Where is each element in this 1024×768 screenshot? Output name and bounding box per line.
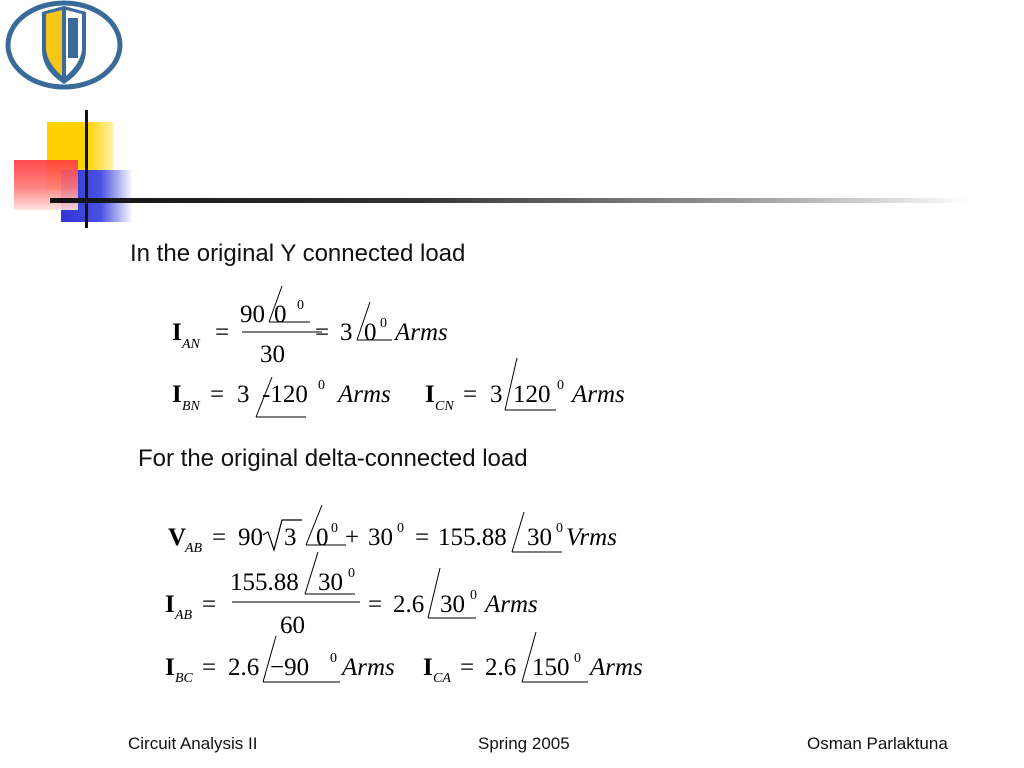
eq-ian [172, 286, 448, 368]
eq-ibn [172, 358, 625, 417]
equations-delta-connected [150, 490, 690, 700]
vab-res-angle: 30 [527, 524, 552, 551]
vab-subscript: AB [185, 541, 203, 556]
ian-num-magnitude: 90 [240, 301, 265, 328]
equations-y-connected [160, 282, 680, 422]
footer-left: Circuit Analysis II [128, 734, 258, 753]
heading-y-connected: In the original Y connected load [130, 240, 466, 267]
footer-center: Spring 2005 [478, 734, 570, 753]
plus-sign: + [345, 524, 360, 551]
vab-degree2: 0 [397, 521, 404, 536]
iab-res-degree: 0 [470, 588, 477, 603]
vab-degree1: 0 [331, 521, 338, 536]
iab-subscript: AB [175, 608, 193, 623]
iab-symbol: I [165, 591, 175, 618]
unit-arms: Arms [590, 654, 643, 681]
ibn-magnitude: 3 [237, 381, 250, 408]
vab-res-degree: 0 [556, 521, 563, 536]
eq-iab [165, 552, 538, 639]
vab-res-magnitude: 155.88 [438, 524, 507, 551]
unit-arms: Arms [572, 381, 625, 408]
equals-sign: = [415, 524, 430, 551]
unit-arms: Arms [395, 319, 448, 346]
ibn-subscript: BN [182, 399, 200, 414]
iab-res-magnitude: 2.6 [393, 591, 425, 618]
vab-angle1: 0 [316, 524, 329, 551]
ibc-symbol: I [165, 654, 175, 681]
vertical-line [85, 110, 88, 228]
ibc-angle: −90 [270, 654, 310, 681]
ian-symbol: I [172, 319, 182, 346]
ica-angle: 150 [532, 654, 570, 681]
eq-ibc-ica [165, 632, 643, 686]
vab-angle2: 30 [368, 524, 393, 551]
icn-subscript: CN [435, 399, 454, 414]
equals-sign: = [202, 654, 217, 681]
unit-arms: Arms [338, 381, 391, 408]
icn-degree: 0 [557, 378, 564, 393]
ian-num-degree: 0 [297, 298, 304, 313]
ibn-degree: 0 [318, 378, 325, 393]
vab-root: 3 [284, 524, 297, 551]
equals-sign: = [210, 381, 225, 408]
iab-num-magnitude: 155.88 [230, 569, 299, 596]
equals-sign: = [460, 654, 475, 681]
ibc-magnitude: 2.6 [228, 654, 260, 681]
unit-arms: Arms [342, 654, 395, 681]
iab-denominator: 60 [280, 612, 305, 639]
eq-vab [168, 505, 617, 556]
ica-degree: 0 [574, 651, 581, 666]
ian-res-degree: 0 [380, 316, 387, 331]
icn-angle: 120 [513, 381, 551, 408]
unit-arms: Arms [485, 591, 538, 618]
unit-vrms: Vrms [566, 524, 617, 551]
ica-magnitude: 2.6 [485, 654, 517, 681]
ian-res-angle: 0 [364, 319, 377, 346]
university-shield-logo [4, 0, 126, 92]
vab-coefficient: 90 [238, 524, 263, 551]
ian-num-angle: 0 [274, 301, 287, 328]
iab-num-degree: 0 [348, 566, 355, 581]
ian-subscript: AN [182, 337, 200, 352]
vab-symbol: V [168, 524, 187, 551]
iab-num-angle: 30 [318, 569, 343, 596]
heading-delta-connected: For the original delta-connected load [138, 445, 528, 472]
ibc-degree: 0 [330, 651, 337, 666]
icn-symbol: I [425, 381, 435, 408]
ian-denominator: 30 [260, 341, 285, 368]
equals-sign: = [215, 319, 230, 346]
equals-sign: = [368, 591, 383, 618]
ica-subscript: CA [433, 671, 451, 686]
horizontal-rule [50, 198, 970, 203]
equals-sign: = [463, 381, 478, 408]
decorative-blocks [0, 100, 1024, 230]
ica-symbol: I [423, 654, 433, 681]
footer-right: Osman Parlaktuna [807, 734, 948, 753]
icn-magnitude: 3 [490, 381, 503, 408]
iab-res-angle: 30 [440, 591, 465, 618]
equals-sign: = [212, 524, 227, 551]
ian-res-magnitude: 3 [340, 319, 353, 346]
ibn-angle: -120 [262, 381, 308, 408]
equals-sign: = [202, 591, 217, 618]
ibc-subscript: BC [175, 671, 193, 686]
ibn-symbol: I [172, 381, 182, 408]
equals-sign: = [315, 319, 330, 346]
